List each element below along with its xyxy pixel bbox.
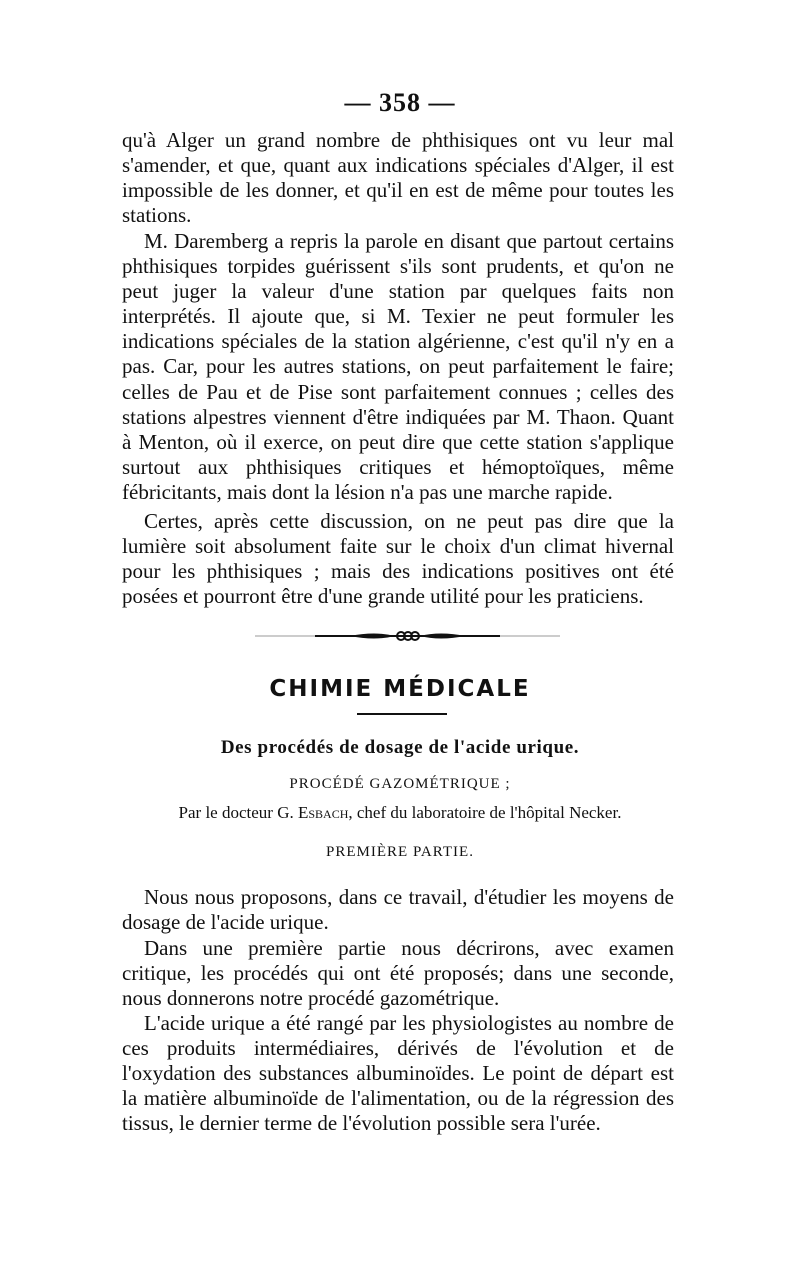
title-underline [357, 713, 447, 715]
article-title: Des procédés de dosage de l'acide urique. [220, 737, 580, 758]
paragraph: M. Daremberg a repris la parole en disant que partout certains phthisiques torpides guérissent s'ils sont prudents, et qu'on ne peut juger la valeur d'une station par quelques faits non interprétés. Il ajoute que, si M. Texier ne peut formuler les indications spéciales de la station algérienne, c'est qu'il n'y en a pas. Car, pour les autres stations, on peut parfaitement le faire; celles de Pau et de Pise sont parfaitement connues ; celles des stations alpestres viennent d'être indiquées par M. Thaon. Quant à Menton, où il exerce, on peut dire que cette station s'applique surtout aux phthisiques critiques et hémoptoïques, même fébricitants, mais dont la lésion n'a pas une marche rapide. [122, 229, 674, 504]
paragraph: Nous nous proposons, dans ce travail, d'étudier les moyens de dosage de l'acide urique. [122, 885, 674, 935]
page-number: — 358 — [344, 88, 456, 117]
paragraph: qu'à Alger un grand nombre de phthisiques ont vu leur mal s'amender, et que, quant aux indications spéciales d'Alger, il est impossible de les donner, et qu'il en est de même pour toutes les stations. [122, 128, 674, 228]
paragraph: L'acide urique a été rangé par les physiologistes au nombre de ces produits intermédiaires, dérivés de l'évolution et de l'oxydation des substances albuminoïdes. Le point de départ est la matière albuminoïde de l'alimentation, ou de la régression des tissus, le dernier terme de l'évolution possible sera l'urée. [122, 1011, 674, 1136]
part-heading: PREMIÈRE PARTIE. [326, 844, 474, 860]
paragraph: Certes, après cette discussion, on ne peut pas dire que la lumière soit absolument faite sur le choix d'un climat hivernal pour les phthisiques ; mais des indications positives ont été posées et pourront être d'une grande utilité pour les praticiens. [122, 509, 674, 609]
article-subtitle: PROCÉDÉ GAZOMÉTRIQUE ; [289, 776, 511, 792]
author-name: Esbach, [297, 803, 353, 822]
section-title: CHIMIE MÉDICALE [269, 676, 531, 702]
paragraph: Dans une première partie nous décrirons, avec examen critique, les procédés qui ont été proposés; dans une seconde, nous donnerons notre procédé gazométrique. [122, 936, 674, 1011]
author-line: Par le docteur G. Esbach, chef du laboratoire de l'hôpital Necker. [178, 803, 622, 822]
decorative-divider-ornament [255, 629, 560, 643]
